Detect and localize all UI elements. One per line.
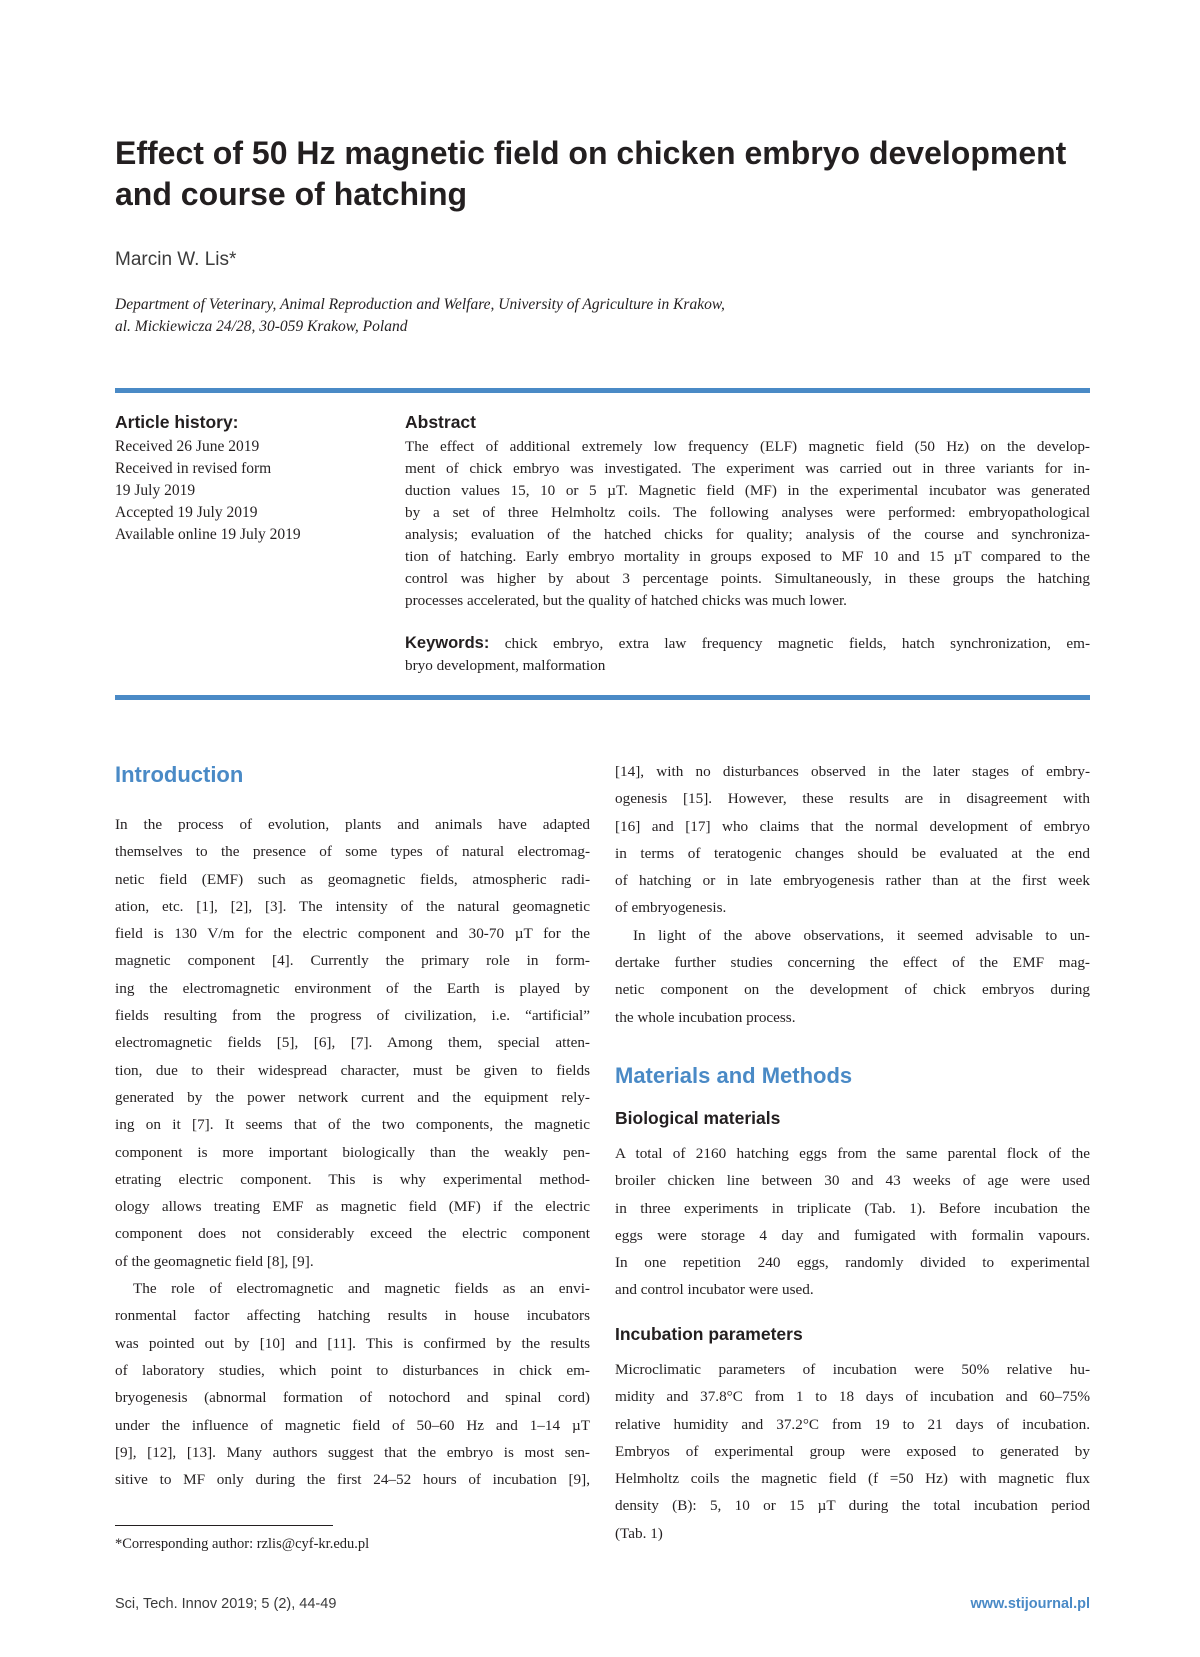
journal-website-link[interactable]: www.stijournal.pl	[970, 1596, 1090, 1612]
article-history	[115, 412, 385, 546]
text-line: ronmental factor affecting hatching results in house incubators	[115, 1307, 590, 1325]
text-line: [16] and [17] who claims that the normal development of embryo	[615, 817, 1090, 835]
keywords-label: Keywords:	[405, 634, 490, 652]
text-line: tion, due to their widespread character, must be given to fields	[115, 1061, 590, 1079]
text-line: sitive to MF only during the first 24–52 hours of incubation [9],	[115, 1471, 590, 1489]
text-line: fields resulting from the progress of civilization, i.e. “artificial”	[115, 1007, 590, 1025]
affiliation	[115, 294, 725, 338]
bottom-divider	[115, 695, 1090, 700]
text-line: of embryogenesis.	[615, 899, 727, 917]
history-item: Accepted 19 July 2019	[115, 504, 258, 521]
abstract-line: analysis; evaluation of the hatched chicks for quality; analysis of the course and synchroniza-	[405, 526, 1090, 543]
text-line: ogenesis [15]. However, these results are in disagreement with	[615, 790, 1090, 808]
journal-citation: Sci, Tech. Innov 2019; 5 (2), 44-49	[115, 1596, 337, 1612]
text-line: (Tab. 1)	[615, 1524, 663, 1542]
footnote-rule	[115, 1525, 333, 1526]
abstract-line: control was higher by about 3 percentage points. Simultaneously, in these groups the hatching	[405, 570, 1090, 587]
text-line: in terms of teratogenic changes should be evaluated at the end	[615, 844, 1090, 862]
text-line: A total of 2160 hatching eggs from the same parental flock of the	[615, 1145, 1090, 1162]
paper-title	[115, 133, 1100, 215]
abstract-line: duction values 15, 10 or 5 µT. Magnetic field (MF) in the experimental incubator was generated	[405, 482, 1090, 499]
text-line: dertake further studies concerning the effect of the EMF mag-	[615, 954, 1090, 972]
top-divider	[115, 388, 1090, 393]
text-line: under the influence of magnetic field of 50–60 Hz and 1–14 µT	[115, 1416, 590, 1434]
affiliation-line: al. Mickiewicza 24/28, 30-059 Krakow, Poland	[115, 318, 408, 335]
incubation-parameters-heading: Incubation parameters	[615, 1324, 803, 1344]
text-line: etrating electric component. This is why experimental method-	[115, 1170, 590, 1188]
text-line: ology allows treating EMF as magnetic field (MF) if the electric	[115, 1198, 590, 1216]
text-line: bryogenesis (abnormal formation of notochord and spinal cord)	[115, 1389, 590, 1407]
abstract-line: tion of hatching. Early embryo mortality in groups exposed to MF 10 and 15 µT compared to the	[405, 548, 1090, 565]
text-line: netic component on the development of chick embryos during	[615, 981, 1090, 999]
keywords-line	[405, 632, 1090, 655]
text-line: generated by the power network current and the equipment rely-	[115, 1088, 590, 1106]
introduction-right-column	[615, 758, 1090, 1031]
history-item: Received in revised form	[115, 460, 272, 477]
biological-materials-text	[615, 1140, 1090, 1304]
abstract-line: ment of chick embryo was investigated. The experiment was carried out in three variants for in-	[405, 460, 1090, 477]
text-line: eggs were storage 4 day and fumigated with formalin vapours.	[615, 1226, 1090, 1244]
keywords-line: bryo development, malformation	[405, 657, 606, 674]
text-line: magnetic component [4]. Currently the primary role in form-	[115, 952, 590, 970]
text-line: of the geomagnetic field [8], [9].	[115, 1252, 314, 1270]
text-line: the whole incubation process.	[615, 1008, 796, 1026]
text-line: component is more important biologically than the weakly pen-	[115, 1143, 590, 1161]
text-line: The role of electromagnetic and magnetic fields as an envi-	[133, 1280, 590, 1298]
text-line: In one repetition 240 eggs, randomly divided to experimental	[615, 1254, 1090, 1272]
text-line: Embryos of experimental group were exposed to generated by	[615, 1442, 1090, 1460]
text-line: field is 130 V/m for the electric component and 30-70 µT for the	[115, 925, 590, 943]
text-line: themselves to the presence of some types of natural electromag-	[115, 843, 590, 861]
title-line: and course of hatching	[115, 176, 468, 212]
abstract-line: The effect of additional extremely low frequency (ELF) magnetic field (50 Hz) on the develop-	[405, 438, 1090, 455]
incubation-parameters-text	[615, 1356, 1090, 1547]
abstract	[405, 412, 1090, 612]
author-name: Marcin W. Lis*	[115, 249, 237, 270]
abstract-line: by a set of three Helmholtz coils. The following analyses were performed: embryopathological	[405, 504, 1090, 521]
abstract-line: processes accelerated, but the quality of hatched chicks was much lower.	[405, 592, 847, 609]
text-line: and control incubator were used.	[615, 1281, 814, 1299]
text-line: of hatching or in late embryogenesis rather than at the first week	[615, 872, 1090, 890]
title-line: Effect of 50 Hz magnetic field on chicken embryo development	[115, 135, 1067, 171]
history-item: 19 July 2019	[115, 482, 196, 499]
text-line: was pointed out by [10] and [11]. This is confirmed by the results	[115, 1334, 590, 1352]
abstract-heading: Abstract	[405, 412, 476, 432]
text-line: in three experiments in triplicate (Tab. 1). Before incubation the	[615, 1199, 1090, 1217]
corresponding-author-footnote: *Corresponding author: rzlis@cyf-kr.edu.pl	[115, 1536, 370, 1552]
text-line: relative humidity and 37.2°C from 19 to 21 days of incubation.	[615, 1415, 1090, 1433]
history-heading: Article history:	[115, 412, 239, 432]
text-line: [9], [12], [13]. Many authors suggest that the embryo is most sen-	[115, 1443, 590, 1461]
text-line: electromagnetic fields [5], [6], [7]. Among them, special atten-	[115, 1034, 590, 1052]
text-line: component does not considerably exceed the electric component	[115, 1225, 590, 1243]
biological-materials-heading: Biological materials	[615, 1108, 781, 1128]
text-line: of laboratory studies, which point to disturbances in chick em-	[115, 1361, 590, 1379]
introduction-heading: Introduction	[115, 762, 244, 787]
keywords	[405, 632, 1090, 677]
text-line: [14], with no disturbances observed in the later stages of embry-	[615, 763, 1090, 780]
introduction-left-column	[115, 811, 590, 1493]
text-line: broiler chicken line between 30 and 43 weeks of age were used	[615, 1172, 1090, 1190]
text-line: ing the electromagnetic environment of the Earth is played by	[115, 979, 590, 997]
text-line: In the process of evolution, plants and animals have adapted	[115, 816, 590, 833]
text-line: Helmholtz coils the magnetic field (f =50 Hz) with magnetic flux	[615, 1470, 1090, 1488]
text-line: Microclimatic parameters of incubation were 50% relative hu-	[615, 1361, 1090, 1378]
affiliation-line: Department of Veterinary, Animal Reproduction and Welfare, University of Agriculture in Krakow,	[115, 296, 725, 313]
keywords-text: chick embryo, extra law frequency magnetic fields, hatch synchronization, em-	[504, 635, 1090, 652]
history-item: Available online 19 July 2019	[115, 526, 301, 543]
text-line: midity and 37.8°C from 1 to 18 days of incubation and 60–75%	[615, 1388, 1090, 1406]
text-line: netic field (EMF) such as geomagnetic fields, atmospheric radi-	[115, 870, 590, 888]
text-line: In light of the above observations, it seemed advisable to un-	[633, 926, 1090, 944]
methods-heading: Materials and Methods	[615, 1063, 853, 1088]
history-item: Received 26 June 2019	[115, 438, 260, 455]
text-line: ing on it [7]. It seems that of the two components, the magnetic	[115, 1116, 590, 1134]
text-line: ation, etc. [1], [2], [3]. The intensity of the natural geomagnetic	[115, 897, 590, 915]
text-line: density (B): 5, 10 or 15 µT during the total incubation period	[615, 1497, 1090, 1515]
